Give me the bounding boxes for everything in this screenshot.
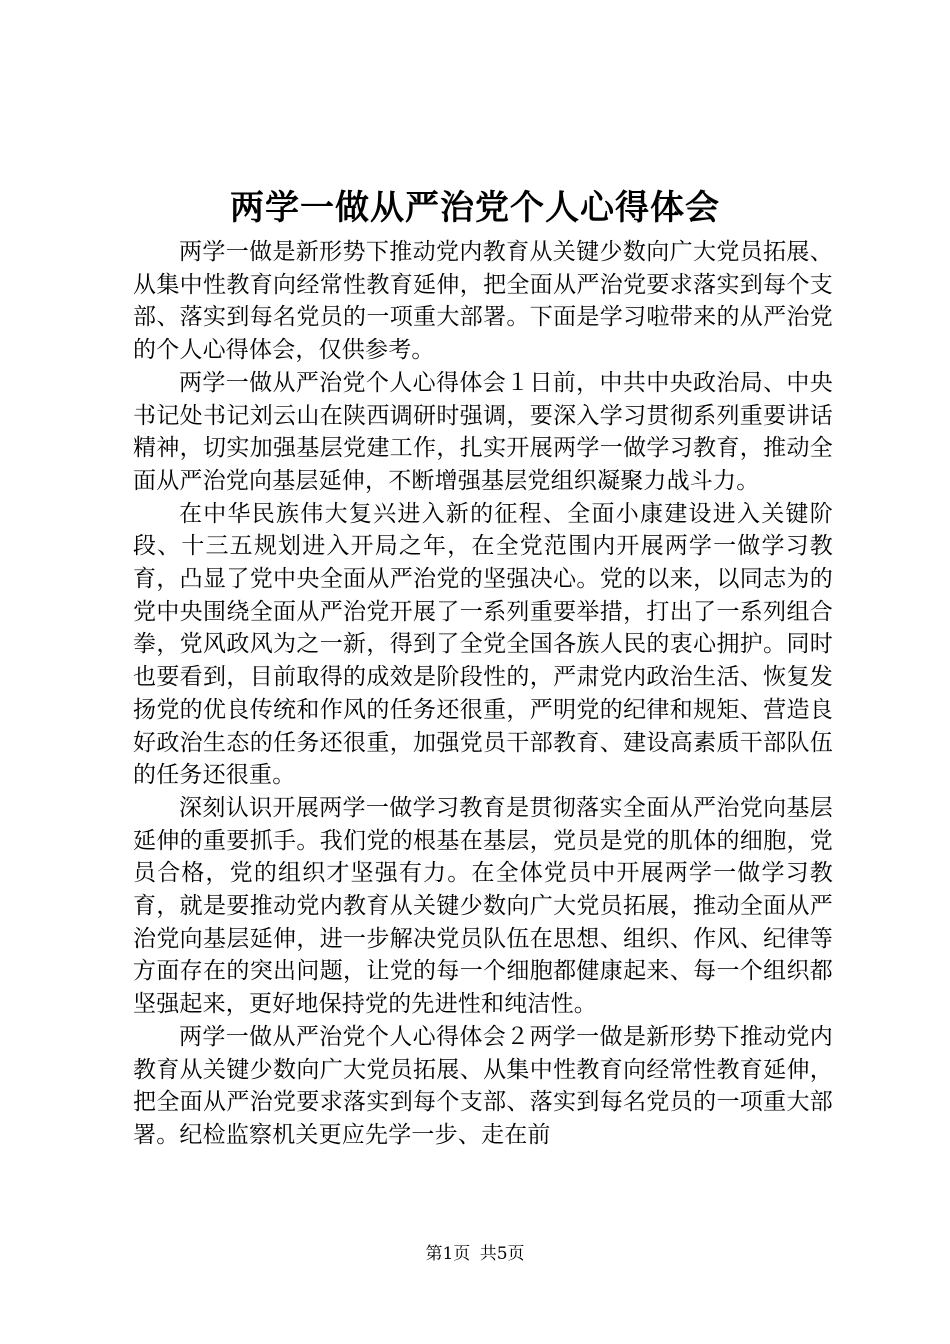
document-title: 两学一做从严治党个人心得体会 [230,188,720,228]
paragraph-1: 两学一做是新形势下推动党内教育从关键少数向广大党员拓展、从集中性教育向经常性教育延伸，把全面从严治党要求落实到每个支部、落实到每名党员的一项重大部署。下面是学习啦带来的从严治党的个人心得体会，仅供参考。 [133,239,833,364]
page-total: 共5页 [479,1244,525,1264]
page-number: 第1页 [425,1244,471,1264]
document-body [133,236,833,1152]
paragraph-2: 两学一做从严治党个人心得体会１日前，中共中央政治局、中央书记处书记刘云山在陕西调研时强调，要深入学习贯彻系列重要讲话精神，切实加强基层党建工作，扎实开展两学一做学习教育，推动全面从严治党向基层延伸，不断增强基层党组织凝聚力战斗力。 [133,369,833,494]
paragraph-3: 在中华民族伟大复兴进入新的征程、全面小康建设进入关键阶段、十三五规划进入开局之年，在全党范围内开展两学一做学习教育，凸显了党中央全面从严治党的坚强决心。党的以来，以同志为的党中央围绕全面从严治党开展了一系列重要举措，打出了一系列组合拳，党风政风为之一新，得到了全党全国各族人民的衷心拥护。同时也要看到，目前取得的成效是阶段性的，严肃党内政治生活、恢复发扬党的优良传统和作风的任务还很重，严明党的纪律和规矩、营造良好政治生态的任务还很重，加强党员干部教育、建设高素质干部队伍的任务还很重。 [133,500,833,789]
paragraph-4: 深刻认识开展两学一做学习教育是贯彻落实全面从严治党向基层延伸的重要抓手。我们党的根基在基层，党员是党的肌体的细胞，党员合格，党的组织才坚强有力。在全体党员中开展两学一做学习教育，就是要推动党内教育从关键少数向广大党员拓展，推动全面从严治党向基层延伸，进一步解决党员队伍在思想、组织、作风、纪律等方面存在的突出问题，让党的每一个细胞都健康起来、每一个组织都坚强起来，更好地保持党的先进性和纯洁性。 [133,794,833,1018]
paragraph-5: 两学一做从严治党个人心得体会２两学一做是新形势下推动党内教育从关键少数向广大党员拓展、从集中性教育向经常性教育延伸，把全面从严治党要求落实到每个支部、落实到每名党员的一项重大部署。纪检监察机关更应先学一步、走在前 [133,1023,833,1148]
page-footer [0,1242,950,1266]
